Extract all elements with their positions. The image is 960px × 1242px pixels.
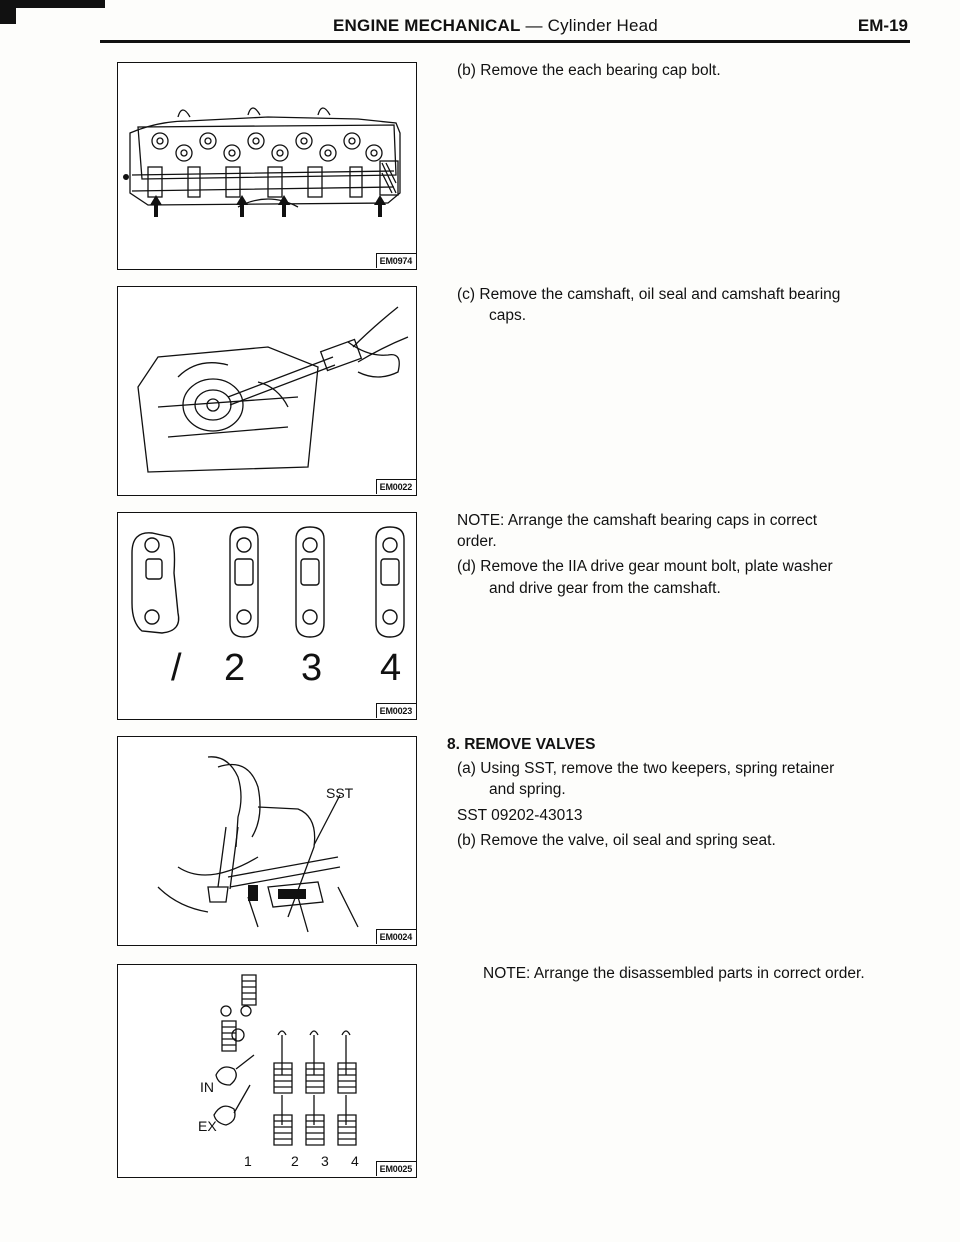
note-camshaft-caps-line2: order. [457, 533, 497, 550]
note-disassembled-parts: NOTE: Arrange the disassembled parts in correct order. [483, 965, 865, 982]
sst-part-number: SST 09202-43013 [457, 807, 583, 824]
sst-label: SST [326, 785, 354, 801]
step-d-line1: (d) Remove the IIA drive gear mount bolt, plate washer [457, 558, 833, 575]
page-header [333, 14, 908, 42]
cap-number-3: 3 [301, 647, 323, 689]
sst-illustration [118, 737, 418, 947]
figure-code: EM0022 [379, 482, 412, 492]
figure-sst-compressor [117, 736, 417, 946]
intake-label: IN [200, 1079, 214, 1095]
valve-parts-illustration [118, 965, 418, 1179]
section-title-bold: ENGINE MECHANICAL [333, 16, 521, 35]
corner-crop-mark [0, 0, 105, 8]
valve-number-4: 4 [351, 1153, 359, 1169]
step-b-remove-valve: (b) Remove the valve, oil seal and spring seat. [457, 832, 776, 849]
valve-number-3: 3 [321, 1153, 329, 1169]
figure-code: EM0974 [379, 256, 412, 266]
step-a-line1: (a) Using SST, remove the two keepers, spring retainer [457, 760, 835, 777]
figure-code: EM0023 [379, 706, 412, 716]
valve-number-2: 2 [291, 1153, 299, 1169]
figure-code: EM0024 [379, 932, 412, 942]
header-rule [100, 40, 910, 43]
section-title [333, 16, 658, 36]
step-d-line2: and drive gear from the camshaft. [489, 580, 721, 597]
figure-camshaft-removal [117, 286, 417, 496]
step-b-remove-bolt: (b) Remove the each bearing cap bolt. [457, 62, 721, 79]
step-c-line1: (c) Remove the camshaft, oil seal and camshaft bearing [457, 286, 841, 303]
section-8-title: 8. REMOVE VALVES [447, 736, 596, 753]
figure-cylinder-head [117, 62, 417, 270]
exhaust-label: EX [198, 1118, 217, 1134]
step-a-line2: and spring. [489, 781, 566, 798]
cylinder-head-illustration [118, 63, 418, 271]
figure-valve-parts [117, 964, 417, 1178]
cap-number-2: 2 [224, 647, 246, 689]
step-c-line2: caps. [489, 307, 527, 324]
cap-number-4: 4 [380, 647, 402, 689]
bearing-caps-illustration [118, 513, 418, 721]
camshaft-removal-illustration [118, 287, 418, 497]
cap-number-1: / [171, 647, 182, 689]
section-title-sub: — Cylinder Head [520, 16, 658, 35]
figure-code: EM0025 [379, 1164, 412, 1174]
note-camshaft-caps-line1: NOTE: Arrange the camshaft bearing caps in correct [457, 512, 818, 529]
figure-bearing-caps [117, 512, 417, 720]
valve-number-1: 1 [244, 1153, 252, 1169]
page-number: EM-19 [857, 16, 908, 35]
